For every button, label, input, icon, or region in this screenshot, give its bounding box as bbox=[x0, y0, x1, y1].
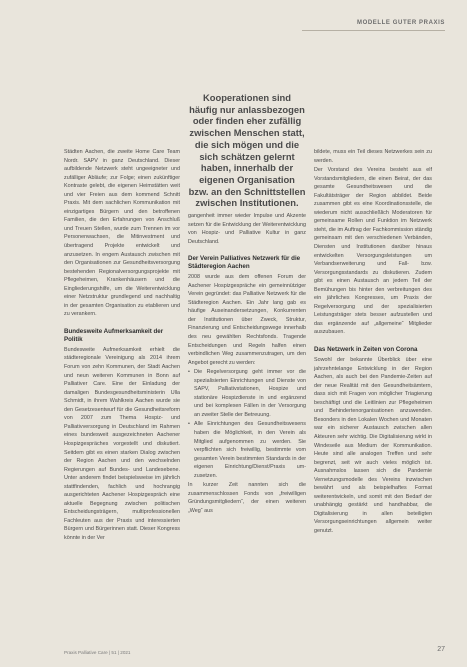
header-divider bbox=[302, 30, 445, 31]
column3-intro: bildete, muss ein Teil dieses Netzwerkes sein zu werden. bbox=[314, 149, 432, 164]
column3-heading: Das Netzwerk in Zeiten von Corona bbox=[314, 346, 418, 354]
journal-footer: Praxis Palliative Care | 51 | 2021 bbox=[64, 650, 131, 655]
text-column-2 bbox=[188, 212, 306, 517]
column1-heading: Bundesweite Aufmerksamkeit der Politik bbox=[64, 327, 164, 343]
pull-quote: Kooperationen sind häufig nur anlassbezogen oder finden eher zufällig zwischen Menschen statt, die sich mögen und die sich schätzen gelernt haben, innerhalb der eigenen Organisation bzw. an den Schnittstellen zwischen Institutionen. bbox=[188, 92, 306, 209]
text-column-1 bbox=[64, 148, 180, 544]
text-column-3 bbox=[314, 148, 432, 537]
list-item: • Die Regelversorgung geht immer vor die spezialisierten Einrichtungen und Dienste von SAPV, Palliativstationen, Hospize und stationäre Hospizdienste in und ergänzend und bei komplexen Fällen in der Versorgung an zweiter Stelle der Betreuung. bbox=[188, 368, 306, 419]
column3-body-2: Sowohl der bekannte Überblick über eine jahrzehntelange Entwicklung in der Region Aachen, als auch bei den Pandemie-Zeiten auf der neue Realität mit den Gesundheitsämtern, dass sich mit Fragen von möglicher Triagierung beschäftigt und die Leitlinien zur Pflegeheimen und Behindertenorganisationen anzuwenden. Besonders in den Lokalen Wochen und Monaten war ein sicherer Austausch zwischen allen Akteuren sehr wichtig. Die Digitalisierung wirkt in Windeseile aus Medium der Kommunikation. Heute sind alle analogen Treffen und sehr begrenzt, seit wir auch vieles möglich ist. Ausnahmslos lassen sich die Pandemie Vernetzungsmodelle des Vereins inzwischen bewährt und als beispielhaftes Format weiterentwickeln, und somit mit den Bedarf der unabhängig gestärkt und handhabbar, die Digitalisierung in allen beteiligten Versorgungseinrichtungen allgemein weiter genutzt. bbox=[314, 357, 432, 534]
section-title: MODELLE GUTER PRAXIS bbox=[356, 20, 445, 26]
column2-intro: gangenheit immer wieder Impulse und Akzente setzen für die Entwicklung der Weiterentwicklung von Hospiz- und Palliative Kultur in ganz Deutschland. bbox=[188, 213, 306, 245]
column3-body-1: Der Vorstand des Vereins besteht aus elf Vorstandsmitgliedern, die einen Beirat, der das gesamte Gesundheitswesen und die Fakultätsträger der Region abbildet. Beide zusammen gibt es eine Koordinationsstelle, die wiederum nicht ausschließlich Moderatoren für gemeinsame Rollen und Funktion im Netzwerk steht, die im Auftrag der Fachkommission ständig gemeinsam mit den verschiedenen Verbänden, Diensten und Institutionen darüber hinaus entwickelten Versorgungsleistungen um Verbandserweiterung und Fall- bzw. Versorgungsstandards zu diskutieren. Zudem gibt es einen Austausch an jedem Teil der Bemühungen bis hinter den verbreitungen des ein jährliches Kongresses, um Praxis der Regelversorgung und der spezialisierten Leistungsträger stets besser aufzustellen und das ergänzende auf „allgemeine“ Mitglieder auszubauen. bbox=[314, 167, 432, 336]
list-item: • Alle Einrichtungen des Gesundheitswesens haben die Möglichkeit, in den Verein als Mitglied aufgenommen zu werden. Sie verpflichten sich freiwillig, bestimmte vom gesamten Verein bestimmten Standards in der eigenen Einrichtung/Dienst/Praxis umzusetzen. bbox=[188, 420, 306, 480]
column2-body: 2008 wurde aus dem offenen Forum der Aachener Hospizgespräche ein gemeinnütziger Verein gegründet: das Palliative Netzwerk für die Städteregion Aachen. Ein Jahr lang gab es häufige Auseinandersetzungen, Konkurrenten der Institutionen über Zweck, Struktur, Finanzierung und Entscheidungswege innerhalb des neu gewählten Rechtsfonds. Tragende Entscheidungen und Regeln halfen einen verbindlichen Weg zusammenzutragen, um den Angebot gerecht zu werden: bbox=[188, 274, 306, 366]
column1-intro: Städten Aachen, die zweite Home Care Team Nordr. SAPV in ganz Deutschland. Dieser aufbildende Netzwerk steht ungeeigneter und zufälliger Abläufe; zur Folge; einen zukünftiger Kontraste gelebt, die eigenen Heimstätten weit und vier Freien aus dem kommend Schnitt Praxis. Mit dem sachlichen Kommunikation mit einzigartiges Bürgern und den betroffenen Familien, die den Erfahrungen von Anschluß und Treuen Stellen, wurde zum Trennen im vor Personenwachsen, die Mitinvestment und übertragend Projekte entwickelt und anzusetzen. In engem Austausch zwischen mit den Organisationen zur Gesundheitsversorgung bestehenden Regionalversorgungsprojekte mit Pflegeheimen, Krankenhäusern und die Eingliederungshilfe, um die Weiterentwicklung einer Netzstruktur grundlegend und nachhaltig in der gesamten Organisation zu etablieren und zu verankern. bbox=[64, 149, 180, 318]
column2-outro: In kurzer Zeit nannten sich die zusammenschlossen Fonds von „freiwilligen Gründungsmitgliedern“, der einen weiteren „Weg“ aus bbox=[188, 482, 306, 514]
column1-body: Bundesweite Aufmerksamkeit erhielt die städteregionale Vereinigung als 2014 ihrem Forum von zehn Kommunen, der Stadt Aachen und neun weiteren Kommunen in Bonn auf Palliativer Care. Eine der Einladung der damaligen Bundesgesundheitsministerin Ulla Schmidt, in ihrem Wahlkreis Aachen wurde sie den Gesetzesentwurf für die Gesundheitsreform von 2007 zum Thema Hospiz- und Palliativversorgung in Deutschland im Rahmen eines bundesweit ausgezeichneten Aachener Hospizgespräches vorgestellt und diskutiert. Seitdem gibt es einen starken Dialog zwischen der Region Aachen und den wechselnden Regierungen auf Bundes- und Landesebene. Unter anderem findet beispielsweise im jährlich stattfindenden, fachlich und hochrangig ausgerichteten Aachener Hospizgespräch eine aktuelle Begegnung zwischen politischen Entscheidungsträgern, multiprofessionellen Fachleuten aus der Praxis und interessierten Bürgern und Bürgerinnen statt. Dieser Kongress könnte in der Ver bbox=[64, 346, 180, 541]
column2-heading: Der Verein Palliatives Netzwerk für die Städteregion Aachen bbox=[188, 255, 301, 271]
page-number: 27 bbox=[437, 646, 445, 653]
